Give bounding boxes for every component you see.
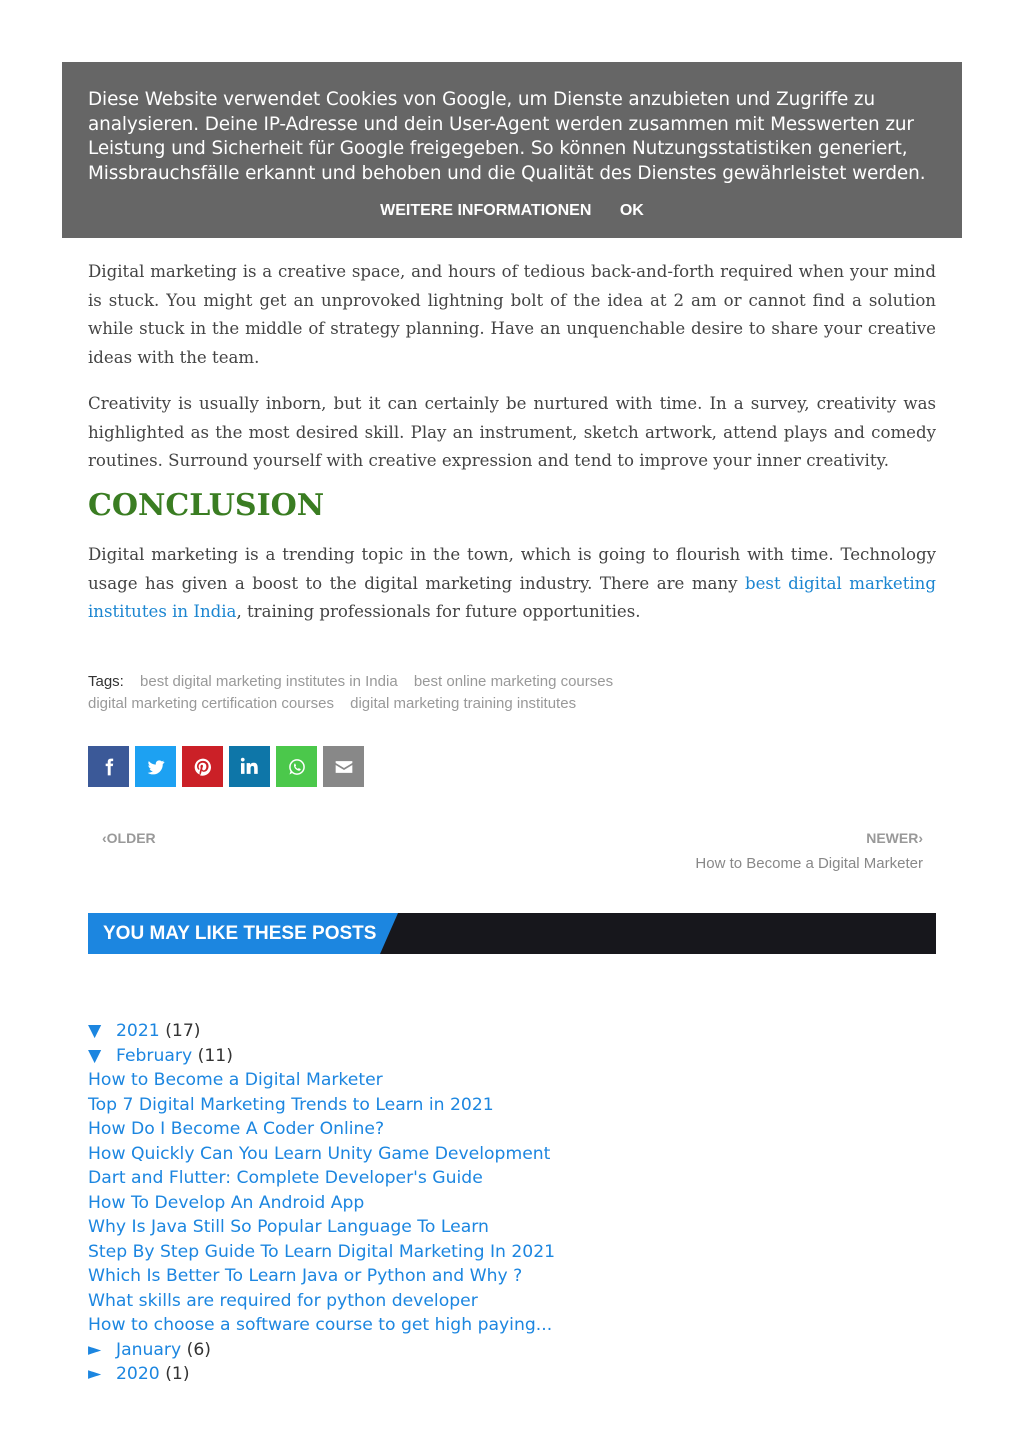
archive-post-link[interactable]: Which Is Better To Learn Java or Python and Why ? [88,1266,523,1286]
older-label: OLDER [106,830,156,846]
triangle-right-icon[interactable]: ► [88,1364,102,1384]
triangle-right-icon[interactable]: ► [88,1339,102,1360]
tag-link[interactable]: digital marketing certification courses [88,695,334,712]
blog-archive [88,1019,555,1387]
archive-count: (11) [197,1045,233,1066]
archive-post-link[interactable]: How Quickly Can You Learn Unity Game Development [88,1143,551,1164]
related-posts-title: YOU MAY LIKE THESE POSTS [88,913,380,954]
archive-post-link[interactable]: Dart and Flutter: Complete Developer's Guide [88,1168,483,1188]
cookie-banner [62,62,962,238]
newer-label: NEWER [866,830,919,846]
article-paragraph [88,541,936,627]
facebook-icon [99,757,119,777]
tags-label: Tags: [88,673,124,690]
linkedin-icon [240,757,260,777]
archive-year-2021 [88,1019,555,1044]
archive-month-link[interactable]: February [116,1045,193,1066]
ok-button[interactable]: OK [619,202,644,219]
twitter-icon [146,757,166,777]
archive-count: (17) [165,1021,201,1041]
newer-post-title[interactable]: How to Become a Digital Marketer [695,855,923,872]
older-post-link[interactable] [102,830,156,846]
more-info-button[interactable]: WEITERE INFORMATIONEN [380,202,592,219]
archive-count: (6) [186,1339,211,1360]
archive-post-link[interactable]: How to Become a Digital Marketer [88,1070,383,1090]
archive-year-link[interactable]: 2021 [116,1021,160,1041]
envelope-icon [334,757,354,777]
archive-post-link[interactable]: How Do I Become A Coder Online? [88,1119,385,1139]
share-buttons [88,746,364,787]
post-tags [88,671,688,715]
pinterest-icon [193,757,213,777]
pinterest-share-button[interactable] [182,746,223,787]
related-posts-header [88,913,936,954]
tag-link[interactable]: best digital marketing institutes in India [140,673,398,690]
triangle-down-icon[interactable]: ▼ [88,1021,102,1041]
archive-post-link[interactable]: How to choose a software course to get high paying... [88,1315,553,1335]
section-heading: CONCLUSION [88,488,325,523]
tab-tip-decoration [380,913,398,954]
archive-count: (1) [165,1364,190,1384]
archive-year-link[interactable]: 2020 [116,1364,160,1384]
archive-month-january [88,1338,555,1363]
chevron-left-icon: ‹ [102,830,107,846]
archive-post-link[interactable]: Step By Step Guide To Learn Digital Marketing In 2021 [88,1241,556,1262]
twitter-share-button[interactable] [135,746,176,787]
whatsapp-icon [287,757,307,777]
email-share-button[interactable] [323,746,364,787]
cookie-text: Diese Website verwendet Cookies von Google, um Dienste anzubieten und Zugriffe zu analysieren. Deine IP-Adresse und dein User-Agent werden zusammen mit Messwerten zur Leistung und Sicherheit für Google freigegeben. So können Nutzungsstatistiken generiert, Missbrauchsfälle erkannt und behoben und die Qualität des Dienstes gewährleistet werden. [88,89,926,184]
paragraph-text: Digital marketing is a trending topic in the town, which is going to flourish with time. Technology usage has given a boost to the digital marketing industry. There are many [88,545,936,593]
archive-month-february [88,1044,555,1069]
triangle-down-icon[interactable]: ▼ [88,1045,102,1066]
article-paragraph: Creativity is usually inborn, but it can certainly be nurtured with time. In a survey, creativity was highlighted as the most desired skill. Play an instrument, sketch artwork, attend plays and comedy routines. Surround yourself with creative expression and tend to improve your inner creativity. [88,394,936,470]
linkedin-share-button[interactable] [229,746,270,787]
newer-post-link[interactable] [866,830,923,846]
tag-link[interactable]: digital marketing training institutes [350,695,577,712]
archive-post-link[interactable]: How To Develop An Android App [88,1192,365,1213]
chevron-right-icon: › [918,830,923,846]
archive-post-link[interactable]: Why Is Java Still So Popular Language To Learn [88,1217,489,1237]
facebook-share-button[interactable] [88,746,129,787]
tag-link[interactable]: best online marketing courses [413,673,614,690]
archive-month-link[interactable]: January [116,1339,182,1360]
institutes-link[interactable]: best digital marketing institutes in India [88,573,936,621]
archive-year-2020 [88,1362,555,1387]
cookie-actions [62,202,962,220]
whatsapp-share-button[interactable] [276,746,317,787]
paragraph-text: , training professionals for future opportunities. [236,602,641,621]
archive-post-link[interactable]: Top 7 Digital Marketing Trends to Learn in 2021 [88,1094,494,1115]
archive-post-link[interactable]: What skills are required for python developer [88,1290,478,1311]
article-paragraph: Digital marketing is a creative space, and hours of tedious back-and-forth required when your mind is stuck. You might get an unprovoked lightning bolt of the idea at 2 am or cannot find a solution while stuck in the middle of strategy planning. Have an unquenchable desire to share your creative ideas with the team. [88,262,936,367]
